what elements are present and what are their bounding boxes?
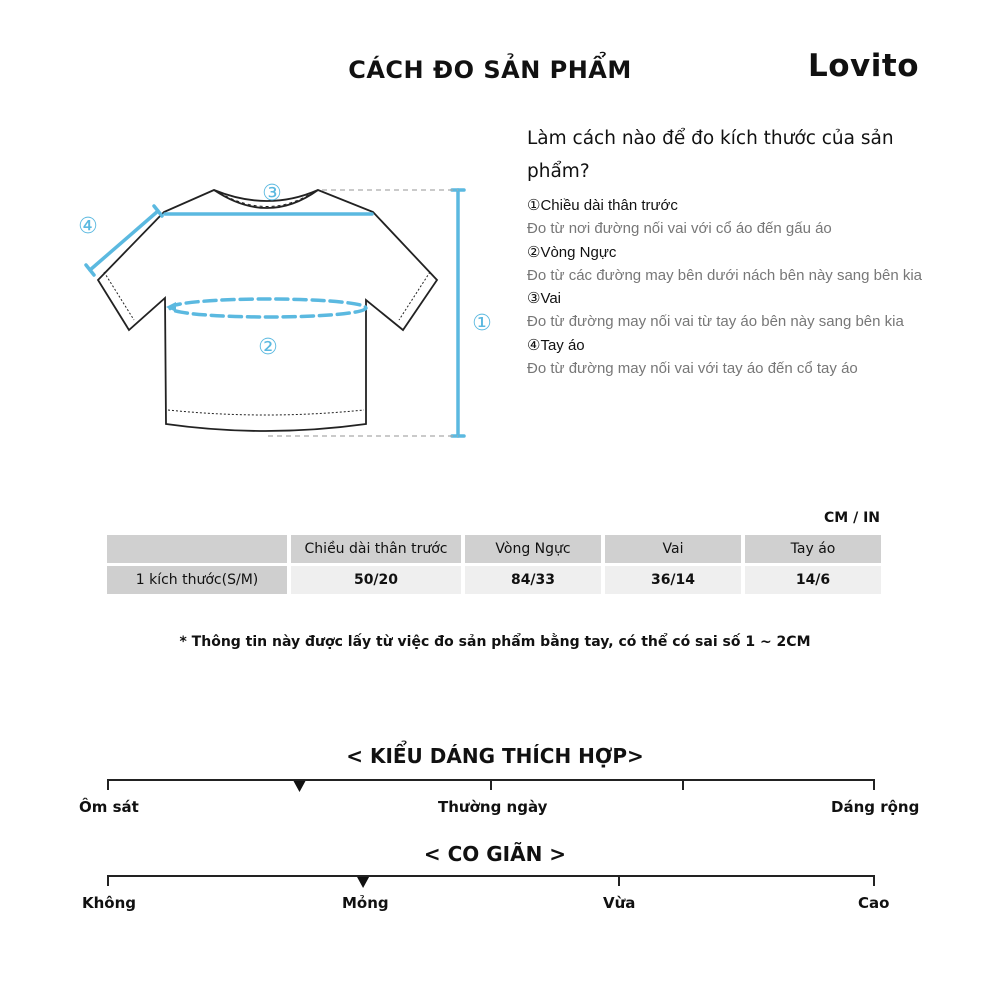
table-cell: 1 kích thước(S/M) [107, 566, 287, 594]
fit-label-regular: Thường ngày [438, 798, 548, 816]
table-cell: 50/20 [291, 566, 461, 594]
item-heading: ③Vai [527, 290, 562, 307]
tshirt-outline [98, 190, 437, 431]
item-heading: ①Chiều dài thân trước [527, 197, 678, 214]
table-header-cell: Chiều dài thân trước [291, 535, 461, 563]
item-description: Đo từ nơi đường nối vai với cổ áo đến gấu áo [527, 220, 832, 237]
stretch-label-medium: Vừa [603, 894, 636, 912]
fit-title: < KIỂU DÁNG THÍCH HỢP> [346, 744, 644, 768]
item-description: Đo từ các đường may bên dưới nách bên này sang bên kia [527, 266, 923, 284]
fit-marker [294, 781, 306, 792]
stretch-marker [357, 877, 369, 888]
item-description: Đo từ đường may nối vai từ tay áo bên này sang bên kia [527, 313, 904, 330]
tshirt-measurement-diagram [0, 170, 520, 460]
item-heading: ④Tay áo [527, 336, 585, 354]
stretch-title: < CO GIÃN > [423, 842, 567, 866]
table-cell: 84/33 [465, 566, 601, 594]
marker-2: ② [258, 335, 278, 360]
table-header-cell: Tay áo [745, 535, 881, 563]
table-header-cell: Vai [605, 535, 741, 563]
table-header-cell: Vòng Ngực [465, 535, 601, 563]
how-to-question: Làm cách nào để đo kích thước của sản phẩm? [527, 128, 894, 182]
stretch-label-high: Cao [858, 894, 890, 912]
marker-1: ① [472, 311, 492, 336]
table-row [107, 566, 881, 594]
measurement-descriptions [527, 194, 927, 380]
unit-label: CM / IN [824, 510, 880, 526]
stretch-scale [100, 872, 890, 892]
brand-logo: Lovito [808, 48, 920, 84]
stretch-label-none: Không [82, 894, 137, 912]
item-description: Đo từ đường may nối vai với tay áo đến cổ tay áo [527, 359, 858, 377]
marker-3: ③ [262, 181, 282, 206]
fit-scale [100, 776, 890, 796]
marker-4: ④ [78, 214, 98, 239]
table-header-cell [107, 535, 287, 563]
size-table [103, 532, 885, 597]
item-heading: ②Vòng Ngực [527, 243, 617, 261]
page-title: CÁCH ĐO SẢN PHẨM [348, 56, 632, 84]
measurement-note: * Thông tin này được lấy từ việc đo sản phẩm bằng tay, có thể có sai số 1 ~ 2CM [179, 634, 811, 650]
table-header-row [107, 535, 881, 563]
stretch-label-thin: Mỏng [342, 894, 389, 912]
fit-label-tight: Ôm sát [79, 798, 139, 816]
table-cell: 14/6 [745, 566, 881, 594]
table-cell: 36/14 [605, 566, 741, 594]
fit-label-loose: Dáng rộng [831, 798, 920, 816]
